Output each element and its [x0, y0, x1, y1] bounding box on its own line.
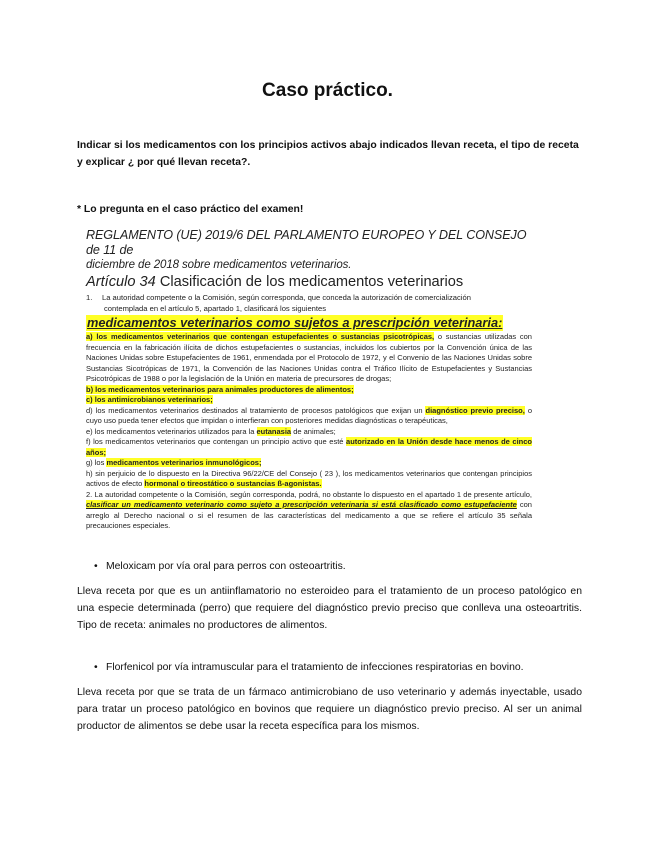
item-b	[86, 385, 532, 396]
item-e-rest: de animales;	[291, 426, 336, 436]
paragraph-2-highlight: clasificar un medicamento veterinario como sujeto a prescripción veterinaria si está clasificado como estupefaciente	[86, 500, 517, 509]
bullet-dot-icon: •	[94, 662, 98, 673]
item-f-text: f) los medicamentos veterinarios que contengan un principio activo que esté	[86, 437, 347, 446]
paragraph-2-text: 2. La autoridad competente o la Comisión, según corresponda, podrá, no obstante lo dispuesto en el apartado 1 de presente artículo,	[86, 489, 532, 499]
answer-florfenicol: Lleva receta por que se trata de un fármaco antimicrobiano de uso veterinario y además inyectable, usado para tratar un proceso patológico en bovinos que requiere un diagnóstico previo preciso. Al ser un animal productor de alimentos se debe usar la receta específica para los mismos.	[77, 687, 582, 732]
bullet-florfenicol	[94, 662, 524, 673]
item-f-highlight: autorizado en la Unión desde hace menos de cinco años;	[86, 437, 533, 457]
item-d-rest: o cuyo uso pueda tener efectos que impidan o interfieran con posteriores medidas diagnósticas o terapéuticas,	[86, 405, 532, 425]
regulation-excerpt	[86, 228, 532, 532]
regulation-heading-line2: diciembre de 2018 sobre medicamentos veterinarios.	[86, 259, 352, 271]
item-d	[86, 406, 532, 427]
item-c	[86, 395, 532, 406]
exam-note: * Lo pregunta en el caso práctico del examen!	[77, 204, 304, 215]
intro-question: Indicar si los medicamentos con los principios activos abajo indicados llevan receta, el tipo de receta y explicar ¿ por qué llevan receta?.	[77, 140, 579, 168]
item-a-text: o sustancias utilizadas con frecuencia en la fabricación ilícita de dichos estupefacientes o sustancias, incluidos los cubiertos por la Convención única de las Naciones Unidas sobre Estupefacientes de 1961, enmendada por el Protocolo de 1972, y el Convenio de las Naciones Unidas sobre Sustancias Sicotrópicas de 1971, la Convención de las Naciones Unidas contra el Tráfico Ilícito de Estupefacientes y Sustancias Psicotrópicas de 1988 o por la legislación de la Unión en materia de precursores de drogas;	[86, 332, 532, 383]
article-heading	[86, 274, 532, 290]
article-title: Clasificación de los medicamentos veterinarios	[159, 274, 464, 290]
bullet-meloxicam-text: Meloxicam por vía oral para perros con osteoartritis.	[106, 561, 346, 572]
prescription-heading: medicamentos veterinarios como sujetos a prescripción veterinaria:	[87, 315, 503, 330]
item-f	[86, 437, 532, 458]
bullet-meloxicam	[94, 561, 346, 572]
item-g-highlight: medicamentos veterinarios inmunológicos;	[106, 458, 262, 467]
item-e-highlight: eutanasia	[256, 426, 292, 436]
item-d-text: d) los medicamentos veterinarios destinados al tratamiento de procesos patológicos que exijan un	[86, 405, 426, 415]
item-b-highlight: b) los medicamentos veterinarios para animales productores de alimentos;	[86, 384, 354, 394]
article-number: Artículo 34	[86, 274, 156, 290]
item-g	[86, 458, 532, 469]
bullet-florfenicol-text: Florfenicol por vía intramuscular para el tratamiento de infecciones respiratorias en bovino.	[106, 662, 524, 673]
paragraph-1-line1: La autoridad competente o la Comisión, según corresponda, que conceda la autorización de comercialización	[102, 293, 471, 302]
regulation-heading	[86, 228, 532, 273]
item-e-text: e) los medicamentos veterinarios utilizados para la	[86, 426, 257, 436]
paragraph-2-rest: con arreglo al Derecho nacional o si el resumen de las características del medicamento a que se refiere el artículo 35 señala precauciones especiales.	[86, 500, 532, 530]
item-h-highlight: hormonal o tireostático o sustancias ß-agonistas.	[144, 479, 322, 488]
item-h	[86, 469, 532, 490]
page-title: Caso práctico.	[262, 80, 393, 101]
item-h-text: h) sin perjuicio de lo dispuesto en la Directiva 96/22/CE del Consejo ( 23 ), los medicamentos veterinarios que contengan principios activos de efecto	[86, 468, 532, 488]
paragraph-1-line2: contemplada en el artículo 5, apartado 1, clasificará los siguientes	[104, 303, 327, 313]
item-a	[86, 332, 532, 385]
answer-meloxicam: Lleva receta por que es un antiinflamatorio no esteroideo para el tratamiento de un proceso patológico en una especie determinada (perro) que requiere del diagnóstico previo preciso que conlleva una osteoartritis. Tipo de receta: animales no productores de alimentos.	[77, 586, 582, 631]
item-g-text: g) los	[86, 458, 107, 467]
paragraph-1-number: 1.	[86, 293, 93, 302]
item-c-highlight: c) los antimicrobianos veterinarios;	[86, 395, 213, 404]
item-e	[86, 427, 532, 438]
bullet-dot-icon: •	[94, 561, 98, 572]
regulation-heading-line1: REGLAMENTO (UE) 2019/6 DEL PARLAMENTO EUROPEO Y DEL CONSEJO de 11 de	[86, 228, 527, 257]
paragraph-2	[86, 490, 532, 532]
item-a-highlight: a) los medicamentos veterinarios que contengan estupefacientes o sustancias psicotrópicas,	[86, 332, 435, 341]
paragraph-1	[86, 293, 532, 314]
item-d-highlight: diagnóstico previo preciso,	[425, 405, 525, 415]
